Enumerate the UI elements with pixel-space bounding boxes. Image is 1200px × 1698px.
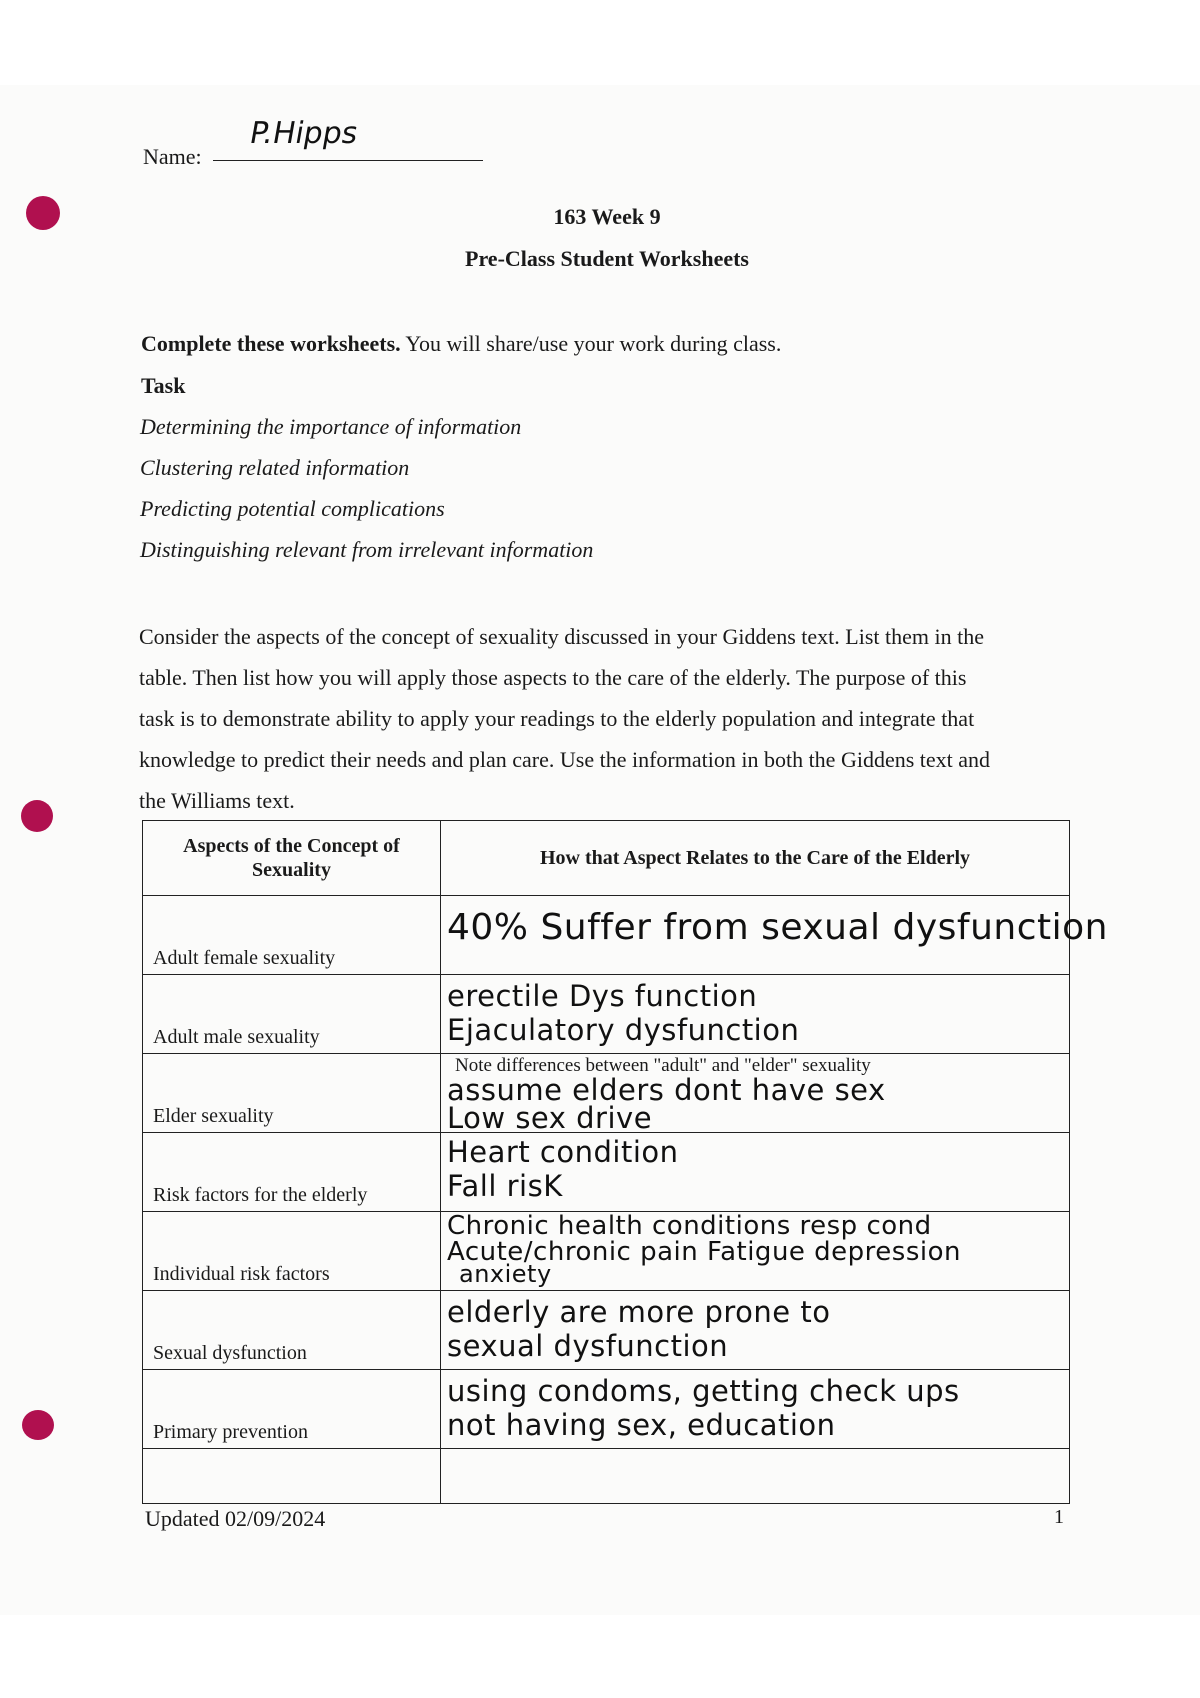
handwritten-response: sexual dysfunction	[447, 1329, 729, 1363]
aspect-cell: Elder sexuality	[143, 1054, 441, 1133]
task-label: Task	[141, 373, 186, 398]
intro-bold: Complete these worksheets.	[141, 331, 401, 356]
handwritten-response: Fall risK	[447, 1169, 563, 1203]
response-cell	[441, 1054, 1070, 1133]
response-cell	[441, 896, 1108, 975]
handwritten-response: Acute/chronic pain Fatigue depression	[447, 1237, 961, 1267]
task-item: Clustering related information	[140, 455, 410, 480]
binder-hole-middle	[21, 800, 53, 832]
response-cell	[441, 975, 1070, 1054]
name-line	[213, 160, 483, 161]
instructions-paragraph	[139, 616, 1069, 821]
task-item: Predicting potential complications	[140, 496, 445, 521]
response-cell	[441, 1449, 1070, 1504]
column-header-aspects: Aspects of the Concept of Sexuality	[143, 821, 441, 896]
task-item: Determining the importance of information	[140, 414, 522, 439]
table-row	[143, 1212, 1070, 1291]
aspect-cell: Adult male sexuality	[143, 975, 441, 1054]
table-row	[143, 1370, 1070, 1449]
aspect-cell: Individual risk factors	[143, 1212, 441, 1291]
aspect-cell: Primary prevention	[143, 1370, 441, 1449]
handwritten-response: Low sex drive	[447, 1101, 653, 1135]
handwritten-response: anxiety	[459, 1260, 552, 1288]
handwritten-response: Chronic health conditions resp cond	[447, 1211, 932, 1241]
name-handwritten: P.Hipps	[246, 116, 361, 151]
table-row	[143, 896, 1070, 975]
name-label: Name:	[143, 144, 202, 169]
table-row-empty	[143, 1449, 1070, 1504]
table-row	[143, 1054, 1070, 1133]
course-week-title: 163 Week 9	[553, 204, 661, 229]
aspect-cell: Risk factors for the elderly	[143, 1133, 441, 1212]
table-header-row	[143, 821, 1070, 896]
binder-hole-bottom	[22, 1410, 54, 1440]
response-cell	[441, 1370, 1070, 1449]
handwritten-response: Heart condition	[447, 1135, 679, 1169]
intro-rest: You will share/use your work during class.	[400, 331, 782, 356]
sexuality-aspects-table	[142, 820, 1108, 1504]
handwritten-response: elderly are more prone to	[447, 1295, 831, 1329]
handwritten-response: erectile Dys function	[447, 979, 758, 1013]
instructions-line: knowledge to predict their needs and plan care. Use the information in both the Giddens text and	[139, 747, 991, 772]
aspect-cell: Adult female sexuality	[143, 896, 441, 975]
handwritten-response: assume elders dont have sex	[447, 1073, 886, 1107]
table-row	[143, 1133, 1070, 1212]
task-item: Distinguishing relevant from irrelevant information	[140, 537, 594, 562]
handwritten-response: using condoms, getting check ups	[447, 1374, 960, 1408]
instructions-line: the Williams text.	[139, 788, 295, 813]
printed-note: Note differences between "adult" and "elder" sexuality	[455, 1055, 871, 1076]
table-row	[143, 975, 1070, 1054]
handwritten-response: Ejaculatory dysfunction	[447, 1013, 800, 1047]
worksheet-title: Pre-Class Student Worksheets	[465, 246, 749, 271]
handwritten-response: not having sex, education	[447, 1408, 836, 1442]
instructions-line: table. Then list how you will apply those aspects to the care of the elderly. The purpose of this	[139, 665, 967, 690]
response-cell	[441, 1133, 1070, 1212]
footer-page-number: 1	[1054, 1506, 1064, 1528]
instructions-line: task is to demonstrate ability to apply your readings to the elderly population and integrate that	[139, 706, 975, 731]
handwritten-response: 40% Suffer from sexual dysfunction	[447, 907, 1108, 948]
column-header-care: How that Aspect Relates to the Care of the Elderly	[441, 821, 1070, 896]
response-cell	[441, 1291, 1070, 1370]
aspect-cell: Sexual dysfunction	[143, 1291, 441, 1370]
aspect-cell	[143, 1449, 441, 1504]
footer-updated-date: Updated 02/09/2024	[145, 1506, 326, 1531]
intro-line	[141, 331, 781, 357]
table-row	[143, 1291, 1070, 1370]
response-cell	[441, 1212, 1070, 1291]
instructions-line: Consider the aspects of the concept of sexuality discussed in your Giddens text. List them in the	[139, 624, 984, 649]
